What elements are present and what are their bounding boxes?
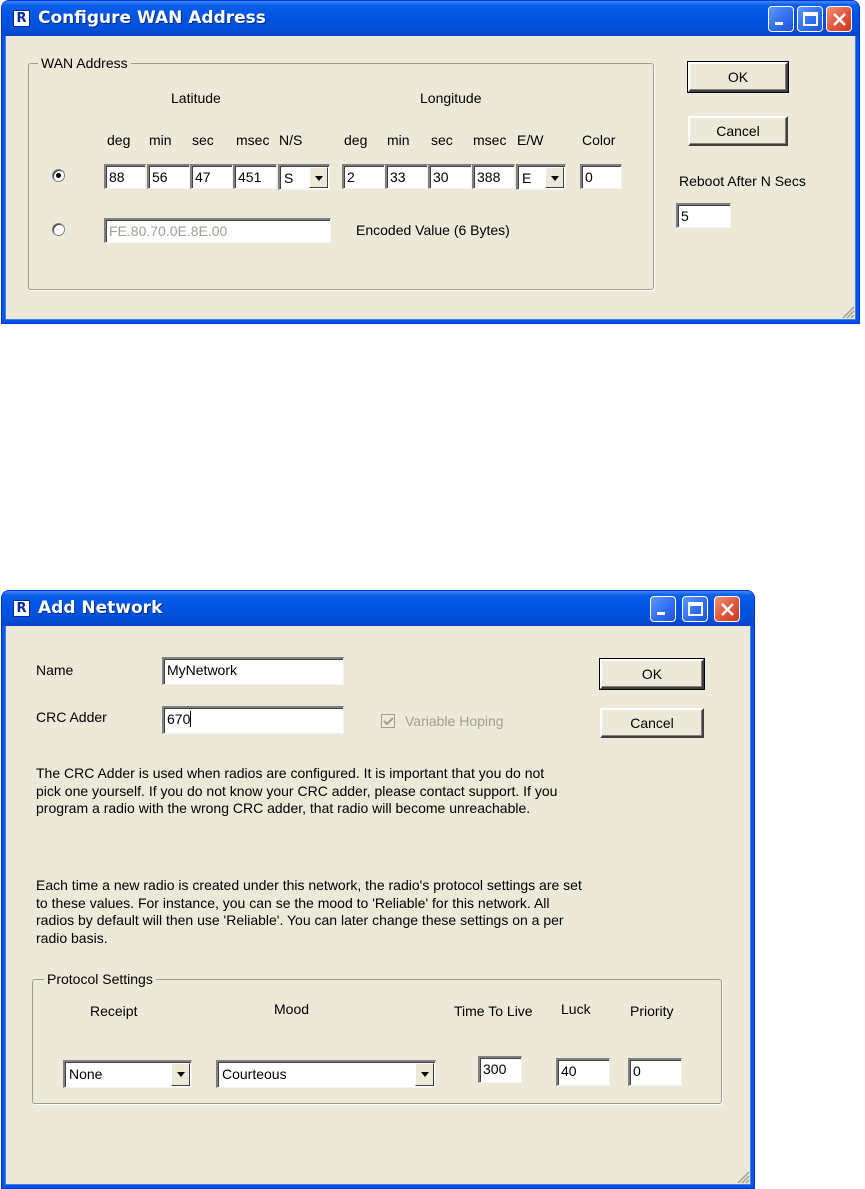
- add-network-window: [1, 590, 755, 1189]
- lon-min-header: min: [387, 132, 410, 148]
- resize-grip-icon[interactable]: [841, 305, 855, 319]
- mood-label: Mood: [274, 1001, 310, 1017]
- ew-select-value: E: [522, 170, 532, 186]
- encoded-value-label: Encoded Value (6 Bytes): [356, 222, 510, 238]
- mood-select-value: Courteous: [222, 1066, 287, 1082]
- protocol-info-text: [36, 877, 582, 947]
- coordinates-radio[interactable]: [52, 169, 65, 182]
- receipt-select-value: None: [69, 1066, 103, 1082]
- lat-sec-field[interactable]: 47: [190, 164, 233, 189]
- ok-button[interactable]: OK: [688, 62, 788, 92]
- variable-hoping-label: Variable Hoping: [405, 713, 504, 729]
- lon-deg-field[interactable]: 2: [342, 164, 385, 189]
- close-button[interactable]: [714, 596, 740, 622]
- maximize-button[interactable]: [797, 6, 823, 32]
- dialog-client-area: [6, 626, 750, 1184]
- cancel-button[interactable]: Cancel: [688, 116, 788, 146]
- minimize-button[interactable]: [768, 6, 794, 32]
- lat-deg-header: deg: [107, 132, 131, 148]
- lon-sec-header: sec: [431, 132, 453, 148]
- priority-field[interactable]: 0: [628, 1058, 682, 1086]
- receipt-label: Receipt: [90, 1003, 138, 1019]
- ew-header: E/W: [517, 132, 544, 148]
- dropdown-arrow-icon[interactable]: [309, 167, 328, 188]
- name-label: Name: [36, 662, 74, 678]
- variable-hoping-checkbox[interactable]: [381, 714, 395, 728]
- crc-info-line: The CRC Adder is used when radios are configured. It is important that you do not: [36, 765, 545, 781]
- maximize-button[interactable]: [682, 596, 708, 622]
- latitude-label: Latitude: [171, 90, 221, 106]
- receipt-select[interactable]: [63, 1060, 192, 1088]
- dropdown-arrow-icon[interactable]: [171, 1063, 190, 1086]
- dropdown-arrow-icon[interactable]: [415, 1063, 434, 1086]
- time-to-live-label: Time To Live: [454, 1003, 533, 1019]
- lon-min-field[interactable]: 33: [385, 164, 428, 189]
- reboot-field[interactable]: 5: [676, 203, 731, 228]
- ns-select[interactable]: [278, 164, 330, 190]
- ok-button[interactable]: OK: [600, 659, 704, 689]
- protocol-info-line: Each time a new radio is created under this network, the radio's protocol settings are set: [36, 877, 582, 893]
- crc-adder-label: CRC Adder: [36, 709, 107, 725]
- title-bar[interactable]: [2, 1, 859, 36]
- priority-label: Priority: [630, 1003, 674, 1019]
- lat-sec-header: sec: [192, 132, 214, 148]
- mood-select[interactable]: [216, 1060, 436, 1088]
- window-title: Add Network: [38, 598, 163, 618]
- luck-label: Luck: [561, 1001, 591, 1017]
- lat-min-field[interactable]: 56: [147, 164, 190, 189]
- ns-select-value: S: [284, 170, 294, 186]
- app-icon: R: [13, 600, 30, 617]
- crc-info-line: program a radio with the wrong CRC adder, that radio will become unreachable.: [36, 800, 531, 816]
- protocol-info-line: radio basis.: [36, 929, 108, 946]
- ew-select[interactable]: [516, 164, 566, 190]
- lat-min-header: min: [149, 132, 172, 148]
- protocol-settings-title: Protocol Settings: [44, 971, 156, 987]
- lat-msec-header: msec: [236, 132, 270, 148]
- luck-field[interactable]: 40: [556, 1058, 610, 1086]
- window-title: Configure WAN Address: [38, 8, 266, 28]
- color-field[interactable]: 0: [580, 164, 622, 189]
- wan-address-group-title: WAN Address: [38, 55, 131, 71]
- resize-grip-icon[interactable]: [736, 1170, 750, 1184]
- encoded-value-field[interactable]: FE.80.70.0E.8E.00: [104, 218, 331, 243]
- crc-info-line: pick one yourself. If you do not know your CRC adder, please contact support. If you: [36, 782, 558, 799]
- protocol-info-line: radios by default will then use 'Reliable'. You can later change these settings on a per: [36, 912, 564, 928]
- lon-deg-header: deg: [344, 132, 368, 148]
- text-caret: [190, 711, 191, 727]
- crc-adder-field[interactable]: [162, 706, 344, 734]
- ns-header: N/S: [279, 132, 303, 148]
- minimize-button[interactable]: [650, 596, 676, 622]
- lon-msec-field[interactable]: 388: [472, 164, 515, 189]
- lat-deg-field[interactable]: 88: [104, 164, 146, 189]
- time-to-live-field[interactable]: 300: [478, 1056, 522, 1083]
- lon-sec-field[interactable]: 30: [428, 164, 472, 189]
- crc-adder-value: 670: [167, 711, 191, 727]
- configure-wan-address-window: [1, 0, 860, 324]
- cancel-button[interactable]: Cancel: [600, 708, 704, 738]
- dropdown-arrow-icon[interactable]: [545, 167, 564, 188]
- close-button[interactable]: [826, 6, 852, 32]
- color-header: Color: [582, 132, 616, 148]
- lon-msec-header: msec: [473, 132, 507, 148]
- reboot-label: Reboot After N Secs: [679, 173, 806, 189]
- protocol-info-line: to these values. For instance, you can se the mood to 'Reliable' for this network. All: [36, 894, 550, 911]
- longitude-label: Longitude: [420, 90, 482, 106]
- encoded-value-radio[interactable]: [52, 223, 65, 236]
- lat-msec-field[interactable]: 451: [233, 164, 277, 189]
- title-bar[interactable]: [2, 591, 754, 626]
- app-icon: R: [13, 10, 30, 27]
- crc-info-text: [36, 765, 557, 818]
- dialog-client-area: [6, 36, 855, 319]
- name-field[interactable]: MyNetwork: [162, 657, 344, 685]
